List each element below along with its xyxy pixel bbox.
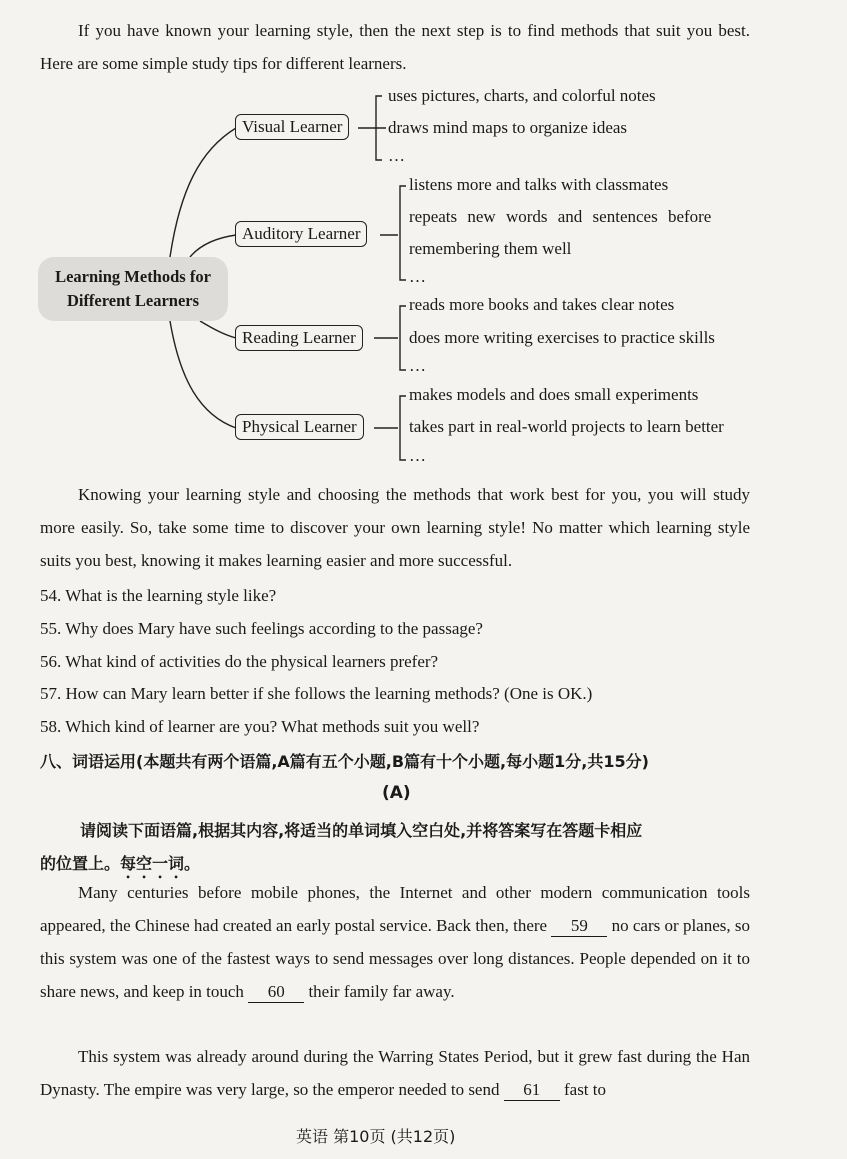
intro-line-1: If you have known your learning style, then the next step is to find methods that suit you — [78, 21, 713, 40]
section-8-title: 八、词语运用(本题共有两个语篇,A篇有五个小题,B篇有十个小题,每小题1分,共15分) — [40, 752, 649, 771]
passage-p2-a: This system was already around during the Warring States Period, but it grew fast during the Han Dynasty. The empire was very large, so the emperor needed to send — [40, 1047, 750, 1099]
visual-item-1: uses pictures, charts, and colorful notes — [388, 86, 656, 105]
question-56: 56. What kind of activities do the physical learners prefer? — [40, 652, 439, 671]
part-a-label: (A) — [382, 783, 411, 803]
passage-p1-c: their family far away. — [308, 982, 455, 1001]
reading-item-1: reads more books and takes clear notes — [409, 295, 675, 314]
blank-60: 60 — [248, 982, 304, 1003]
connector-reading — [200, 321, 236, 338]
instruction-line-2-end: 。 — [184, 854, 201, 873]
visual-learner-box: Visual Learner — [235, 114, 349, 140]
physical-item-2: takes part in real-world projects to learn better — [409, 417, 724, 436]
intro-line-2: best. Here are some simple study tips for different learners. — [40, 21, 750, 73]
reading-item-3: … — [409, 356, 426, 375]
physical-item-3: … — [409, 446, 426, 465]
passage-p1-b: no cars or planes, so this system was one of the fastest ways to send messages over long distances. People depended on it to share news, and keep in touch — [40, 916, 751, 1001]
physical-learner-box: Physical Learner — [235, 414, 364, 440]
page-footer: 英语 第10页 (共12页) — [296, 1127, 456, 1146]
mind-map — [0, 80, 847, 480]
auditory-item-3: remembering them well — [409, 239, 572, 258]
auditory-item-4: … — [409, 267, 426, 286]
instruction-line-2-pre: 的位置上。 — [40, 854, 121, 873]
auditory-item-1: listens more and talks with classmates — [409, 175, 669, 194]
reading-item-2: does more writing exercises to practice skills — [409, 328, 715, 347]
question-55: 55. Why does Mary have such feelings according to the passage? — [40, 619, 483, 638]
passage-paragraph-2 — [40, 1040, 750, 1106]
reading-learner-box: Reading Learner — [235, 325, 363, 351]
intro-paragraph — [40, 14, 750, 80]
center-line-2: Different Learners — [66, 291, 200, 310]
instruction-line-1: 请阅读下面语篇,根据其内容,将适当的单词填入空白处,并将答案写在答题卡相应 — [80, 821, 643, 840]
center-line-1: Learning Methods for — [55, 267, 211, 286]
passage-paragraph-1 — [40, 876, 750, 1008]
passage-p1-a: Many centuries before mobile phones, the Internet and other modern communication tools appeared, the Chinese had created an early postal service. Back then, there — [40, 883, 750, 935]
auditory-item-2: repeats new words and sentences before — [409, 207, 712, 226]
question-57: 57. How can Mary learn better if she follows the learning methods? (One is OK.) — [40, 684, 593, 703]
physical-item-1: makes models and does small experiments — [409, 385, 699, 404]
connector-visual — [170, 128, 236, 257]
auditory-learner-box: Auditory Learner — [235, 221, 367, 247]
conclusion-paragraph: Knowing your learning style and choosing the methods that work best for you, you will study more easily. So, take some time to discover your own learning style! No matter which learning style suits you best, knowing it makes learning easier and more successful. — [40, 485, 750, 570]
mind-map-center — [38, 257, 228, 321]
visual-item-3: … — [388, 146, 405, 165]
blank-61: 61 — [504, 1080, 560, 1101]
instruction-emphasis: 每空一词 — [120, 854, 185, 873]
passage-p2-b: fast to — [563, 1080, 607, 1099]
visual-item-2: draws mind maps to organize ideas — [388, 118, 628, 137]
question-54: 54. What is the learning style like? — [40, 586, 277, 605]
question-58: 58. Which kind of learner are you? What methods suit you well? — [40, 717, 480, 736]
blank-59: 59 — [551, 916, 607, 937]
connector-auditory — [190, 235, 236, 257]
connector-physical — [170, 321, 236, 428]
